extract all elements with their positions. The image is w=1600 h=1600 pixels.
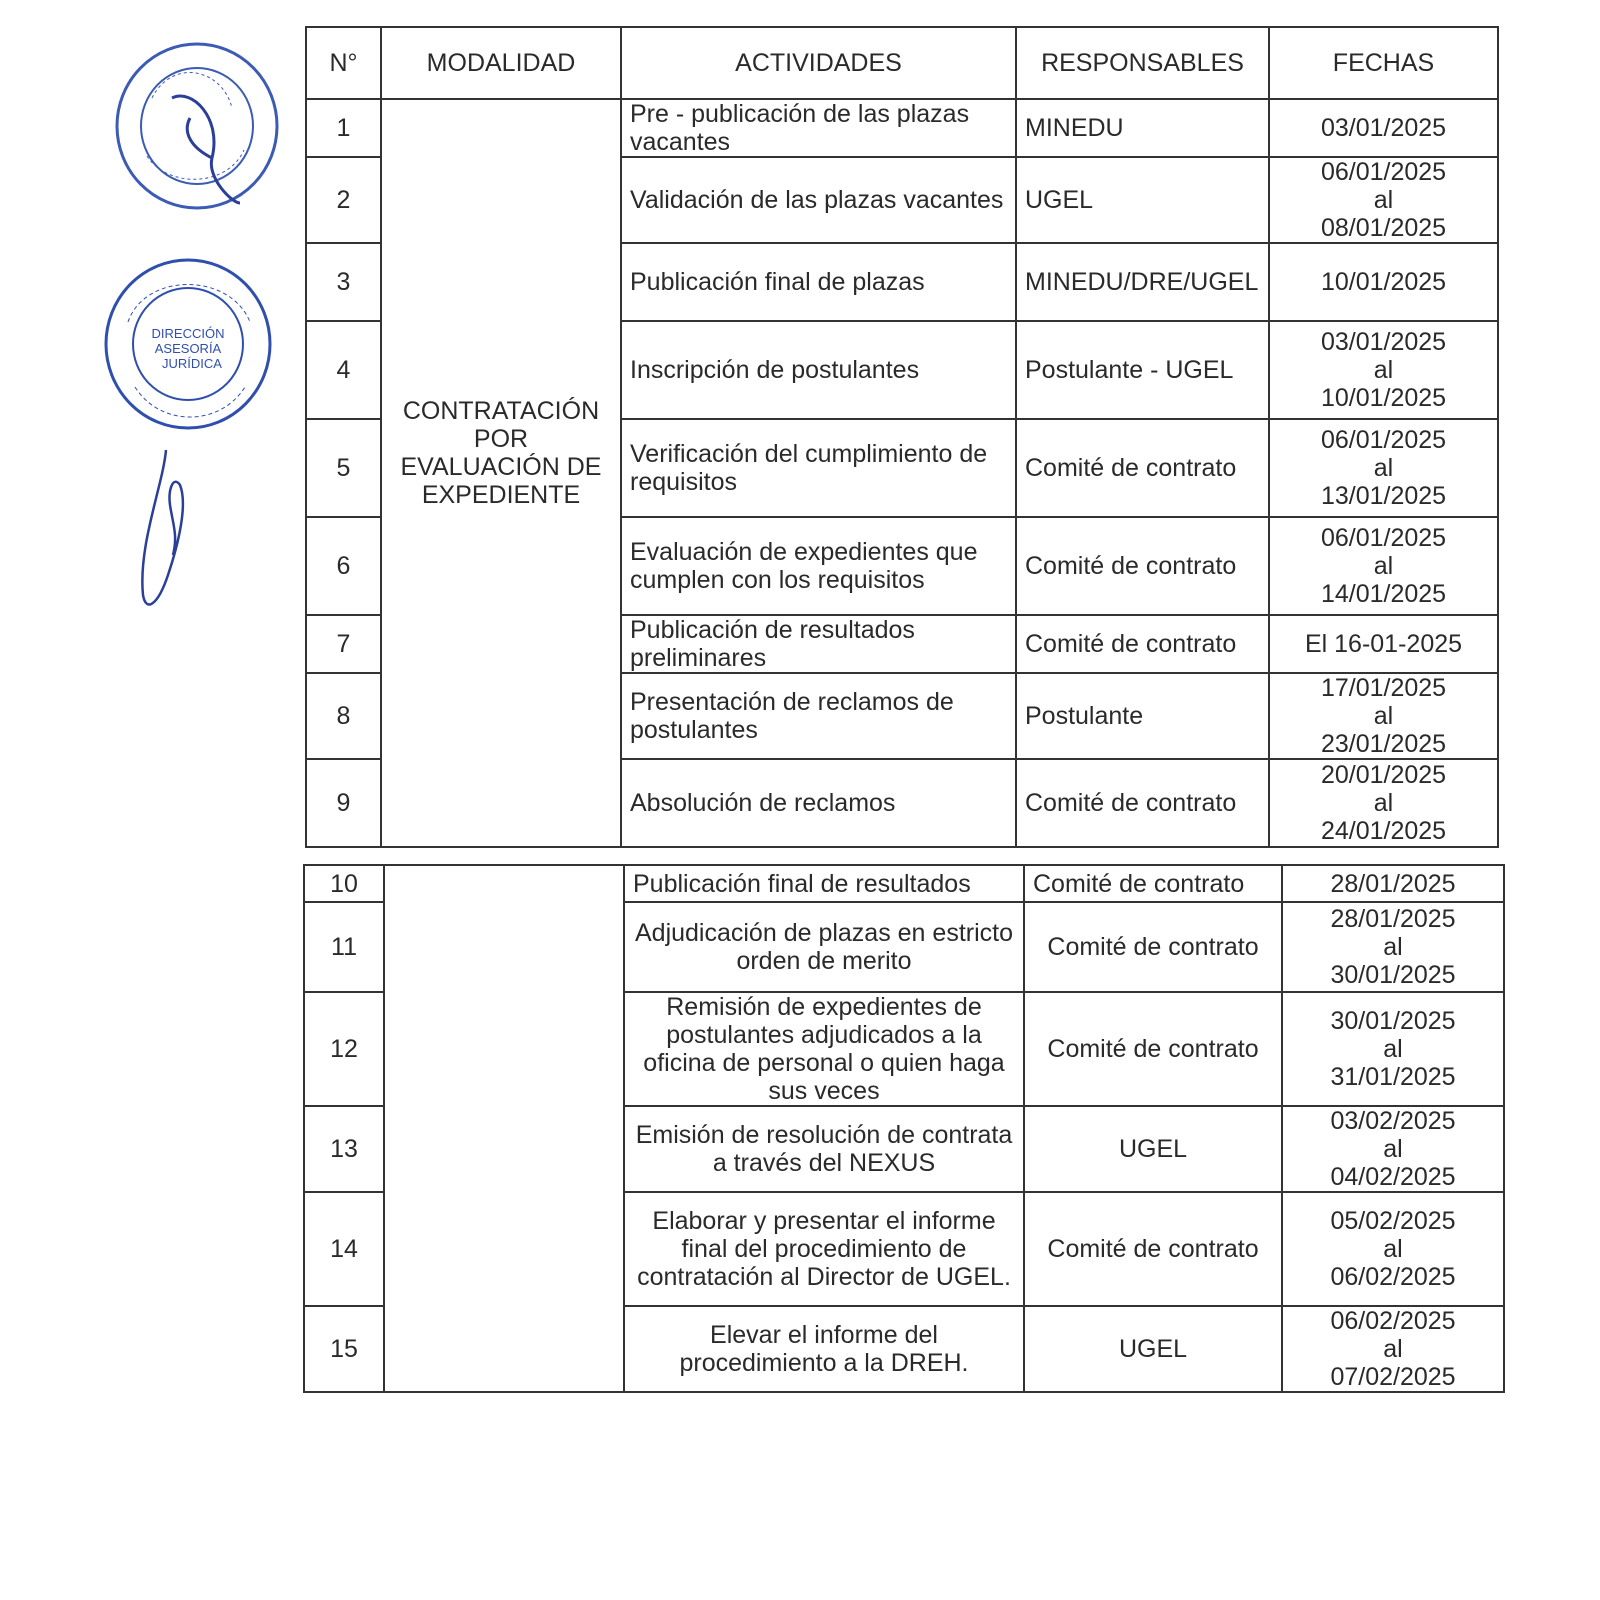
header-num: N° [306, 27, 381, 99]
schedule-table-part-2 [303, 864, 1505, 1393]
date-cell [1282, 902, 1504, 992]
date-start: 28/01/2025 [1330, 905, 1456, 933]
responsible-cell: Comité de contrato [1016, 419, 1269, 517]
row-number: 8 [306, 673, 381, 759]
date-start: 10/01/2025 [1320, 268, 1447, 296]
date-cell [1269, 615, 1498, 673]
date-cell [1282, 865, 1504, 902]
responsible-cell: MINEDU/DRE/UGEL [1016, 243, 1269, 321]
date-joiner: al [1373, 454, 1394, 482]
row-number: 14 [304, 1192, 384, 1306]
row-number: 4 [306, 321, 381, 419]
activity-cell: Adjudicación de plazas en estricto orden de merito [624, 902, 1024, 992]
date-cell [1269, 419, 1498, 517]
modalidad-cell-empty [384, 865, 624, 1392]
row-number: 10 [304, 865, 384, 902]
responsible-cell: Comité de contrato [1016, 517, 1269, 615]
svg-text:JURÍDICA: JURÍDICA [162, 356, 222, 371]
row-number: 2 [306, 157, 381, 243]
schedule-table-part-1 [305, 26, 1499, 848]
row-number: 9 [306, 759, 381, 847]
date-joiner: al [1383, 933, 1403, 961]
date-cell [1269, 99, 1498, 157]
row-number: 7 [306, 615, 381, 673]
date-end: 10/01/2025 [1320, 384, 1447, 412]
activity-cell: Absolución de reclamos [621, 759, 1016, 847]
date-end: 14/01/2025 [1320, 580, 1447, 608]
date-cell [1282, 1192, 1504, 1306]
row-number: 11 [304, 902, 384, 992]
date-start: 30/01/2025 [1330, 1007, 1456, 1035]
date-joiner: al [1383, 1035, 1403, 1063]
date-joiner: al [1373, 186, 1394, 214]
date-end: 24/01/2025 [1320, 817, 1447, 845]
responsible-cell: UGEL [1016, 157, 1269, 243]
date-start: 03/02/2025 [1330, 1107, 1456, 1135]
date-cell [1269, 673, 1498, 759]
date-end: 07/02/2025 [1330, 1363, 1456, 1391]
date-start: 06/01/2025 [1320, 158, 1447, 186]
date-start: 05/02/2025 [1330, 1207, 1456, 1235]
date-start: 20/01/2025 [1320, 761, 1447, 789]
activity-cell: Remisión de expedientes de postulantes adjudicados a la oficina de personal o quien haga sus veces [624, 992, 1024, 1106]
date-end: 30/01/2025 [1330, 961, 1456, 989]
date-cell [1282, 1106, 1504, 1192]
responsible-cell: Postulante [1016, 673, 1269, 759]
responsible-cell: Comité de contrato [1024, 902, 1282, 992]
date-joiner: al [1373, 356, 1394, 384]
activity-cell: Presentación de reclamos de postulantes [621, 673, 1016, 759]
modalidad-cell [381, 99, 621, 847]
responsible-cell: Comité de contrato [1016, 759, 1269, 847]
activity-cell: Elevar el informe del procedimiento a la DREH. [624, 1306, 1024, 1392]
date-end: 13/01/2025 [1320, 482, 1447, 510]
activity-cell: Verificación del cumplimiento de requisitos [621, 419, 1016, 517]
modalidad-line: CONTRATACIÓN [402, 397, 600, 425]
row-number: 6 [306, 517, 381, 615]
responsible-cell: Comité de contrato [1024, 865, 1282, 902]
activity-cell: Pre - publicación de las plazas vacantes [621, 99, 1016, 157]
activity-cell: Publicación de resultados preliminares [621, 615, 1016, 673]
svg-text:ASESORÍA: ASESORÍA [154, 341, 222, 356]
header-actividades: ACTIVIDADES [621, 27, 1016, 99]
row-number: 15 [304, 1306, 384, 1392]
row-number: 13 [304, 1106, 384, 1192]
header-fechas: FECHAS [1269, 27, 1498, 99]
date-start: 03/01/2025 [1320, 114, 1447, 142]
activity-cell: Elaborar y presentar el informe final del procedimiento de contratación al Director de UGEL. [624, 1192, 1024, 1306]
row-number: 5 [306, 419, 381, 517]
activity-cell: Evaluación de expedientes que cumplen con los requisitos [621, 517, 1016, 615]
responsible-cell: Postulante - UGEL [1016, 321, 1269, 419]
row-number: 3 [306, 243, 381, 321]
row-number: 1 [306, 99, 381, 157]
date-joiner: al [1383, 1335, 1403, 1363]
responsible-cell: Comité de contrato [1024, 1192, 1282, 1306]
date-cell [1282, 1306, 1504, 1392]
responsible-cell: Comité de contrato [1024, 992, 1282, 1106]
handwritten-signature [118, 445, 198, 615]
date-cell [1282, 992, 1504, 1106]
svg-text:DIRECCIÓN: DIRECCIÓN [151, 326, 225, 341]
date-start: 06/02/2025 [1330, 1307, 1456, 1335]
header-responsables: RESPONSABLES [1016, 27, 1269, 99]
date-end: 23/01/2025 [1320, 730, 1447, 758]
row-number: 12 [304, 992, 384, 1106]
date-end: 04/02/2025 [1330, 1163, 1456, 1191]
activity-cell: Publicación final de plazas [621, 243, 1016, 321]
header-row [306, 27, 1498, 99]
date-start: 17/01/2025 [1320, 674, 1447, 702]
date-end: 08/01/2025 [1320, 214, 1447, 242]
modalidad-line: POR [473, 425, 529, 453]
activity-cell: Inscripción de postulantes [621, 321, 1016, 419]
date-joiner: al [1373, 789, 1394, 817]
date-joiner: al [1373, 702, 1394, 730]
administration-seal-stamp [112, 38, 282, 213]
date-joiner: al [1373, 552, 1394, 580]
date-cell [1269, 321, 1498, 419]
activity-cell: Publicación final de resultados [624, 865, 1024, 902]
date-start: 28/01/2025 [1330, 869, 1456, 898]
table-row [306, 99, 1498, 157]
date-end: 31/01/2025 [1330, 1063, 1456, 1091]
date-cell [1269, 157, 1498, 243]
date-start: 03/01/2025 [1320, 328, 1447, 356]
date-start: 06/01/2025 [1320, 524, 1447, 552]
date-joiner: al [1383, 1135, 1403, 1163]
legal-advisory-seal-stamp [100, 252, 275, 437]
date-cell [1269, 517, 1498, 615]
responsible-cell: UGEL [1024, 1306, 1282, 1392]
date-cell [1269, 243, 1498, 321]
date-cell [1269, 759, 1498, 847]
responsible-cell: MINEDU [1016, 99, 1269, 157]
date-end: 06/02/2025 [1330, 1263, 1456, 1291]
responsible-cell: UGEL [1024, 1106, 1282, 1192]
header-modalidad: MODALIDAD [381, 27, 621, 99]
activity-cell: Validación de las plazas vacantes [621, 157, 1016, 243]
responsible-cell: Comité de contrato [1016, 615, 1269, 673]
modalidad-line: EVALUACIÓN DE [400, 453, 602, 481]
date-start: 06/01/2025 [1320, 426, 1447, 454]
date-start: El 16-01-2025 [1304, 630, 1463, 658]
table-row [304, 865, 1504, 902]
activity-cell: Emisión de resolución de contrata a través del NEXUS [624, 1106, 1024, 1192]
date-joiner: al [1383, 1235, 1403, 1263]
modalidad-line: EXPEDIENTE [421, 481, 581, 509]
